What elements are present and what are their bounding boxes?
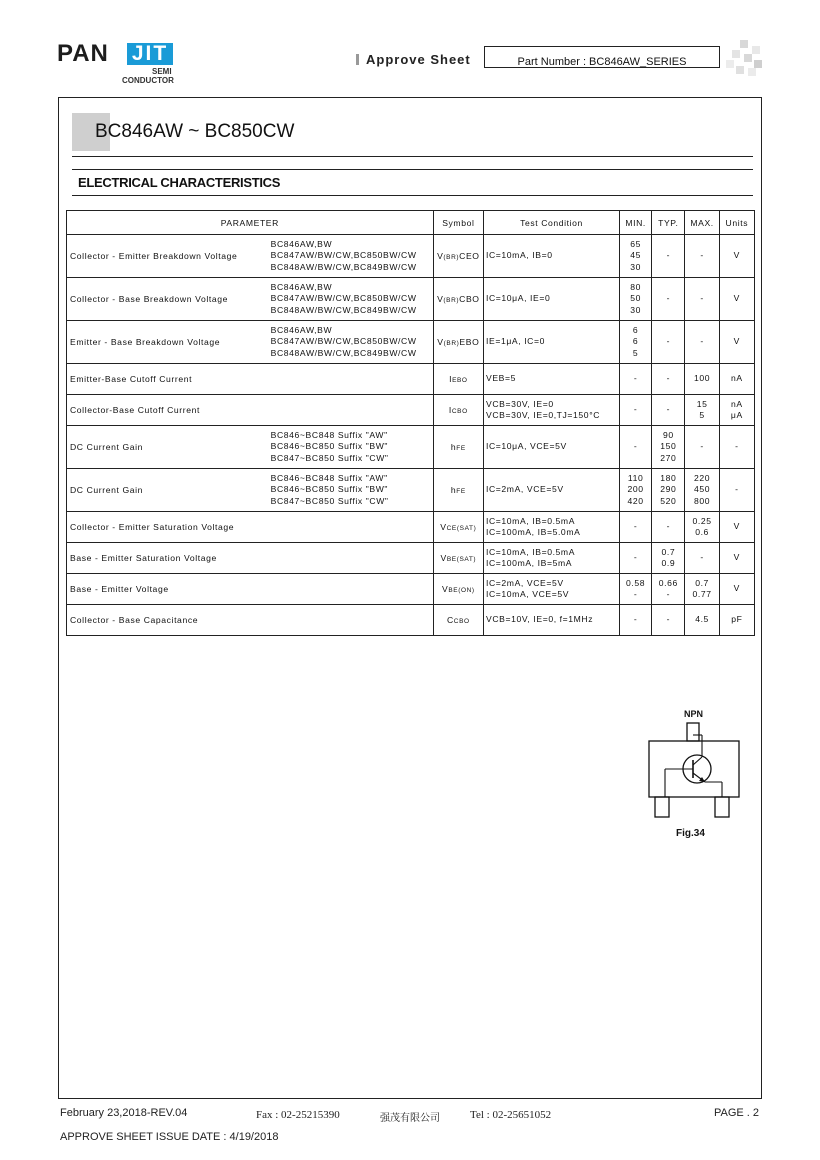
max-value-line: 0.7 [695, 577, 709, 588]
footer-tel: Tel : 02-25651052 [470, 1109, 552, 1121]
symbol-main: h [450, 485, 457, 495]
parameter-variant: BC846AW,BW [270, 324, 333, 335]
parameter-name: Collector - Emitter Saturation Voltage [70, 522, 235, 532]
typ-value-line: 0.66 [658, 577, 678, 588]
max-value [685, 543, 719, 574]
max-value-line: - [700, 293, 704, 304]
header-parameter: PARAMETER [67, 211, 434, 235]
min-value-line: 6 [632, 336, 639, 347]
typ-value [652, 543, 685, 574]
max-value-line: 450 [694, 484, 711, 495]
parameter-cell [67, 321, 434, 364]
symbol-main: I [449, 374, 453, 384]
min-value-line: - [633, 521, 638, 532]
table-header-row [67, 211, 755, 235]
symbol-subscript: BE(ON) [448, 587, 475, 594]
min-value-line: - [633, 614, 638, 625]
min-value-line: - [633, 441, 638, 452]
symbol-cell [433, 426, 483, 469]
table-row [67, 395, 755, 426]
symbol-subscript: (BR) [443, 340, 460, 347]
symbol-subscript: CE(SAT) [446, 525, 477, 532]
max-value [685, 605, 719, 636]
symbol-subscript: FE [456, 445, 466, 452]
typ-value [652, 469, 685, 512]
typ-value-line: - [666, 404, 671, 415]
units-value [719, 395, 754, 426]
table-row [67, 605, 755, 636]
symbol-suffix: CEO [459, 251, 480, 261]
approve-sheet-label: Approve Sheet [356, 52, 471, 67]
part-number-box: Part Number : BC846AW_SERIES [484, 46, 720, 68]
footer-issue-date: APPROVE SHEET ISSUE DATE : 4/19/2018 [60, 1131, 279, 1143]
typ-value-line: - [666, 373, 671, 384]
parameter-cell [67, 364, 434, 395]
test-condition-line: IC=2mA, VCE=5V [486, 484, 564, 495]
parameter-variant: BC846~BC848 Suffix "AW" [270, 429, 388, 440]
symbol-main: V [440, 522, 447, 532]
units-value-line: V [733, 552, 741, 563]
max-value-line: 0.77 [692, 589, 712, 599]
table-row [67, 512, 755, 543]
typ-value [652, 321, 685, 364]
units-value [719, 469, 754, 512]
parameter-variant: BC846~BC848 Suffix "AW" [270, 472, 388, 483]
symbol-main: V [441, 584, 449, 594]
test-condition-line: IC=10mA, IB=0.5mA [486, 546, 576, 557]
header-max: MAX. [685, 211, 719, 235]
test-condition-line: IC=10mA, IB=0 [486, 250, 553, 261]
symbol-main: C [446, 615, 454, 625]
units-value [719, 574, 754, 605]
parameter-variant: BC847AW/BW/CW,BC850BW/CW [270, 336, 417, 347]
panjit-logo [57, 40, 187, 88]
test-condition [484, 426, 620, 469]
test-condition-line: IC=10mA, IB=0.5mA [486, 515, 576, 526]
parameter-variants [271, 473, 433, 508]
units-value [719, 543, 754, 574]
test-condition-line: VCB=30V, IE=0 [486, 398, 554, 409]
parameter-variant: BC847~BC850 Suffix "CW" [270, 495, 389, 506]
units-value [719, 364, 754, 395]
max-value-line: 15 [696, 398, 708, 409]
max-value [685, 364, 719, 395]
max-value-line: 5 [699, 410, 705, 420]
npn-label: NPN [684, 709, 704, 719]
units-value-line: - [735, 484, 739, 495]
symbol-cell [433, 395, 483, 426]
test-condition [484, 321, 620, 364]
parameter-cell [67, 605, 434, 636]
typ-value [652, 278, 685, 321]
parameter-name: Base - Emitter Voltage [70, 584, 169, 594]
min-value [620, 364, 652, 395]
parameter-variant: BC846AW,BW [270, 281, 333, 292]
test-condition-line: VCB=10V, IE=0, f=1MHz [486, 614, 594, 625]
symbol-subscript: CBO [451, 408, 468, 415]
min-value-line: 420 [627, 495, 644, 506]
units-value [719, 278, 754, 321]
min-value-line: 0.58 [626, 577, 646, 588]
units-value-line: - [735, 441, 739, 452]
symbol-subscript: CBO [453, 618, 470, 625]
units-value-line: V [733, 250, 741, 261]
min-value [620, 605, 652, 636]
min-value-line: 65 [630, 238, 641, 249]
parameter-variants [271, 282, 433, 317]
typ-value-line: - [666, 336, 671, 347]
footer-fax: Fax : 02-25215390 [256, 1109, 340, 1121]
parameter-variants [271, 325, 433, 360]
typ-value [652, 235, 685, 278]
parameter-name: DC Current Gain [70, 442, 143, 452]
typ-value-line: - [666, 614, 671, 625]
test-condition [484, 395, 620, 426]
min-value [620, 426, 652, 469]
units-value-line: μA [730, 410, 743, 420]
typ-value-line: 520 [660, 495, 677, 506]
parameter-cell [67, 426, 434, 469]
min-value [620, 574, 652, 605]
parameter-variant: BC846~BC850 Suffix "BW" [270, 484, 389, 495]
min-value [620, 543, 652, 574]
symbol-suffix: CBO [459, 294, 480, 304]
symbol-subscript: BE(SAT) [446, 556, 477, 563]
transistor-symbol-icon [645, 705, 745, 825]
test-condition [484, 605, 620, 636]
parameter-variant: BC846~BC850 Suffix "BW" [270, 441, 389, 452]
max-value-line: 220 [694, 472, 711, 483]
min-value-line: 6 [632, 324, 639, 335]
min-value-line: - [633, 589, 638, 599]
test-condition [484, 543, 620, 574]
electrical-characteristics-table [66, 210, 755, 636]
max-value-line: - [700, 441, 704, 452]
test-condition [484, 235, 620, 278]
max-value-line: - [700, 250, 704, 261]
parameter-name: Emitter - Base Breakdown Voltage [70, 337, 221, 347]
figure-caption: Fig.34 [676, 828, 705, 839]
test-condition-line: IC=100mA, IB=5.0mA [486, 527, 581, 537]
min-value-line: 5 [632, 347, 639, 358]
parameter-name: Collector - Emitter Breakdown Voltage [70, 251, 238, 261]
symbol-subscript: EBO [452, 377, 468, 384]
typ-value [652, 512, 685, 543]
parameter-cell [67, 235, 434, 278]
typ-value [652, 395, 685, 426]
parameter-name: Collector-Base Cutoff Current [70, 405, 200, 415]
test-condition [484, 278, 620, 321]
test-condition [484, 364, 620, 395]
parameter-name: Base - Emitter Saturation Voltage [70, 553, 217, 563]
units-value [719, 512, 754, 543]
header-units: Units [719, 211, 754, 235]
test-condition [484, 574, 620, 605]
title-rule-bottom [72, 169, 753, 170]
table-row [67, 426, 755, 469]
parameter-name: Emitter-Base Cutoff Current [70, 374, 193, 384]
min-value-line: 110 [627, 472, 644, 483]
document-title: BC846AW ~ BC850CW [95, 121, 295, 142]
units-value-line: V [733, 293, 741, 304]
header-typ: TYP. [652, 211, 685, 235]
max-value-line: 800 [694, 495, 711, 506]
symbol-cell [433, 364, 483, 395]
typ-value [652, 605, 685, 636]
max-value [685, 469, 719, 512]
section-rule [72, 195, 753, 196]
symbol-main: V [440, 553, 447, 563]
units-value-line: nA [730, 373, 743, 384]
units-value-line: V [733, 583, 741, 594]
min-value-line: 30 [630, 261, 641, 272]
test-condition-line: IC=2mA, VCE=5V [486, 577, 564, 588]
title-rule-top [72, 156, 753, 157]
test-condition-line: IC=10μA, IE=0 [486, 293, 551, 304]
min-value-line: 80 [630, 281, 641, 292]
logo-line-semi: SEMI [152, 67, 172, 76]
parameter-name: Collector - Base Breakdown Voltage [70, 294, 228, 304]
typ-value-line: 290 [660, 484, 677, 495]
symbol-suffix: EBO [459, 337, 480, 347]
logo-brand-highlight: JIT [127, 43, 173, 65]
max-value-line: 4.5 [695, 614, 709, 625]
header-min: MIN. [620, 211, 652, 235]
max-value-line: 100 [694, 373, 711, 384]
symbol-main: V [437, 251, 444, 261]
max-value [685, 235, 719, 278]
parameter-cell [67, 395, 434, 426]
units-value [719, 605, 754, 636]
footer-company-name: 强茂有限公司 [380, 1113, 440, 1124]
min-value-line: - [633, 552, 638, 563]
table-row [67, 574, 755, 605]
parameter-variant: BC847AW/BW/CW,BC850BW/CW [270, 293, 417, 304]
logo-brand: PAN [57, 40, 109, 67]
footer-page-number: PAGE . 2 [714, 1107, 760, 1119]
table-row [67, 543, 755, 574]
test-condition-line: IC=10μA, VCE=5V [486, 441, 567, 452]
parameter-variants [271, 430, 433, 465]
symbol-cell [433, 605, 483, 636]
symbol-main: I [448, 405, 452, 415]
min-value [620, 395, 652, 426]
logo-line-conductor: CONDUCTOR [122, 76, 174, 85]
typ-value-line: 180 [660, 472, 677, 483]
min-value [620, 321, 652, 364]
max-value [685, 278, 719, 321]
parameter-variant: BC848AW/BW/CW,BC849BW/CW [270, 347, 417, 358]
parameter-name: DC Current Gain [70, 485, 143, 495]
header-symbol: Symbol [433, 211, 483, 235]
symbol-main: V [437, 337, 444, 347]
symbol-cell [433, 235, 483, 278]
typ-value-line: - [666, 521, 671, 532]
max-value [685, 574, 719, 605]
typ-value-line: 150 [660, 441, 677, 452]
max-value-line: 0.6 [695, 527, 709, 537]
parameter-cell [67, 512, 434, 543]
typ-value-line: - [666, 589, 671, 599]
symbol-cell [433, 512, 483, 543]
typ-value-line: 270 [660, 452, 677, 463]
parameter-cell [67, 543, 434, 574]
table-row [67, 364, 755, 395]
units-value-line: V [733, 336, 741, 347]
min-value-line: - [633, 404, 638, 415]
max-value [685, 426, 719, 469]
parameter-variant: BC846AW,BW [270, 238, 333, 249]
symbol-cell [433, 321, 483, 364]
max-value-line: 0.25 [692, 515, 712, 526]
min-value-line: - [633, 373, 638, 384]
parameter-cell [67, 574, 434, 605]
table-row [67, 469, 755, 512]
parameter-variant: BC847~BC850 Suffix "CW" [270, 452, 389, 463]
min-value-line: 50 [630, 293, 641, 304]
table-row [67, 321, 755, 364]
parameter-variants [271, 239, 433, 274]
test-condition [484, 469, 620, 512]
parameter-variant: BC848AW/BW/CW,BC849BW/CW [270, 304, 417, 315]
typ-value [652, 574, 685, 605]
test-condition-line: IE=1μA, IC=0 [486, 336, 545, 347]
max-value [685, 512, 719, 543]
min-value-line: 45 [630, 250, 641, 261]
symbol-cell [433, 469, 483, 512]
header-condition: Test Condition [484, 211, 620, 235]
units-value-line: pF [731, 614, 743, 625]
units-value [719, 321, 754, 364]
test-condition-line: IC=100mA, IB=5mA [486, 558, 573, 568]
min-value-line: 30 [630, 304, 641, 315]
symbol-subscript: (BR) [443, 254, 460, 261]
typ-value-line: 0.7 [661, 546, 676, 557]
max-value [685, 395, 719, 426]
units-value [719, 426, 754, 469]
parameter-variant: BC847AW/BW/CW,BC850BW/CW [270, 250, 417, 261]
test-condition [484, 512, 620, 543]
typ-value [652, 364, 685, 395]
min-value [620, 235, 652, 278]
parameter-cell [67, 278, 434, 321]
max-value-line: - [700, 336, 704, 347]
min-value [620, 512, 652, 543]
min-value-line: 200 [627, 484, 644, 495]
min-value [620, 278, 652, 321]
symbol-main: V [437, 294, 444, 304]
max-value [685, 321, 719, 364]
units-value-line: nA [730, 398, 743, 409]
symbol-subscript: FE [456, 488, 466, 495]
min-value [620, 469, 652, 512]
symbol-main: h [450, 442, 457, 452]
typ-value-line: 0.9 [661, 558, 676, 568]
typ-value-line: 90 [662, 429, 674, 440]
units-value [719, 235, 754, 278]
max-value-line: - [700, 552, 704, 563]
table-row [67, 278, 755, 321]
units-value-line: V [733, 521, 741, 532]
test-condition-line: VCB=30V, IE=0,TJ=150°C [486, 410, 601, 420]
parameter-variant: BC848AW/BW/CW,BC849BW/CW [270, 261, 417, 272]
symbol-cell [433, 543, 483, 574]
footer-date-revision: February 23,2018-REV.04 [60, 1107, 188, 1119]
table-row [67, 235, 755, 278]
typ-value-line: - [666, 293, 671, 304]
parameter-cell [67, 469, 434, 512]
symbol-cell [433, 574, 483, 605]
npn-package-diagram [645, 705, 745, 845]
symbol-cell [433, 278, 483, 321]
typ-value [652, 426, 685, 469]
typ-value-line: - [666, 250, 671, 261]
symbol-subscript: (BR) [443, 297, 460, 304]
section-title: ELECTRICAL CHARACTERISTICS [78, 175, 281, 190]
parameter-name: Collector - Base Capacitance [70, 615, 199, 625]
test-condition-line: IC=10mA, VCE=5V [486, 589, 570, 599]
test-condition-line: VEB=5 [486, 373, 517, 384]
pixel-pattern-decoration [724, 40, 764, 76]
